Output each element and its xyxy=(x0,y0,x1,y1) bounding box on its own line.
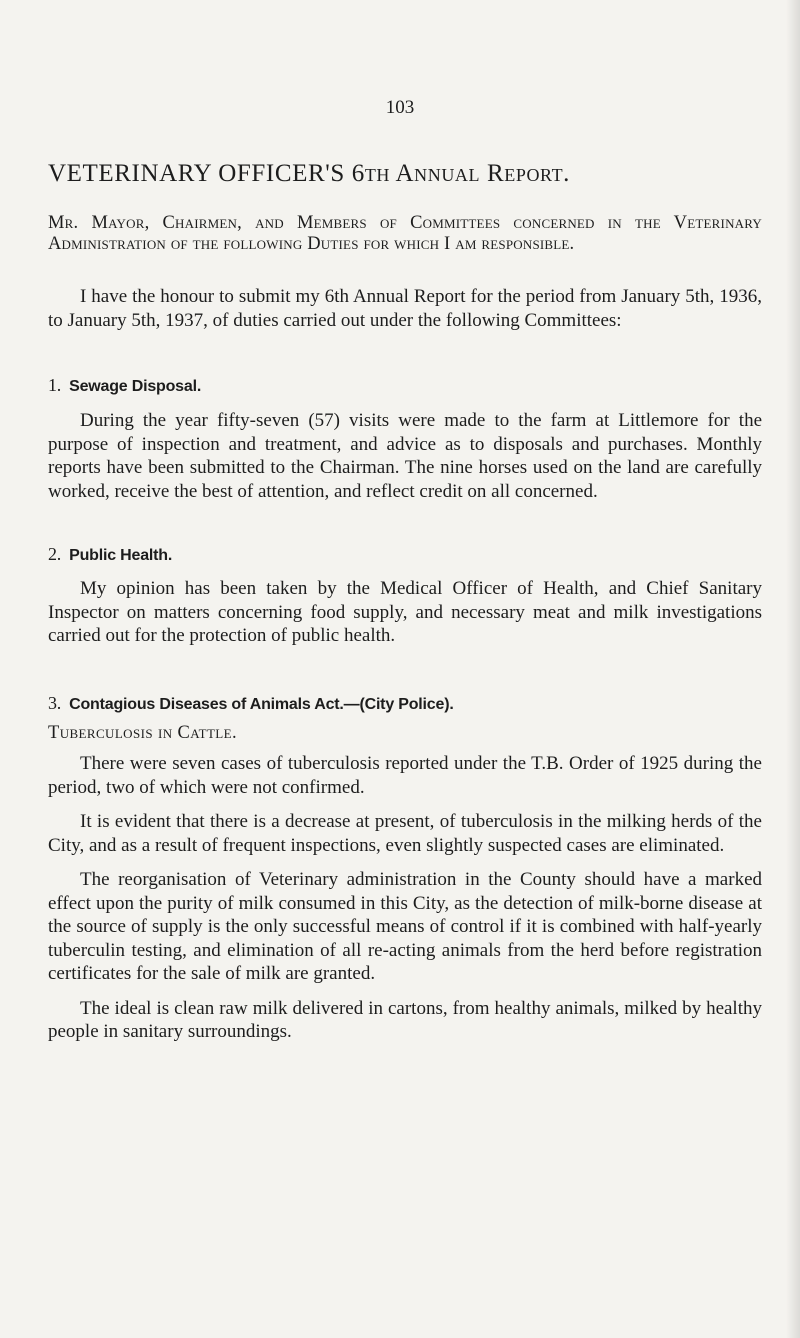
page-edge-shadow xyxy=(786,0,800,1338)
section-number: 3. xyxy=(48,693,62,713)
report-title-main: VETERINARY OFFICER'S xyxy=(48,160,352,187)
report-title xyxy=(48,160,768,188)
intro-text: I have the honour to submit my 6th Annual Report for the period from January 5th, 1936, to January 5th, 1937, of duties carried out under the following Committees: xyxy=(48,286,762,331)
section-title: Sewage Disposal. xyxy=(69,378,202,395)
paragraph: My opinion has been taken by the Medical Officer of Health, and Chief Sanitary Inspector on matters concerning food supply, and necessary meat and milk investigations carried out for the protection of public health. xyxy=(48,578,762,646)
section-1-heading xyxy=(48,375,201,396)
section-1-body xyxy=(48,409,762,503)
section-2-body xyxy=(48,577,762,648)
section-3-subheading: Tuberculosis in Cattle. xyxy=(48,723,237,743)
section-number: 2. xyxy=(48,544,62,564)
report-title-sub: 6th Annual Report. xyxy=(351,160,571,187)
section-title: Contagious Diseases of Animals Act.—(City Police). xyxy=(69,696,454,713)
section-title: Public Health. xyxy=(69,547,173,564)
paragraph: It is evident that there is a decrease at present, of tuberculosis in the milking herds of the City, and as a result of frequent inspections, even slightly suspected cases are eliminated. xyxy=(48,811,762,856)
page-number: 103 xyxy=(385,97,415,118)
section-number: 1. xyxy=(48,375,62,395)
section-3-body xyxy=(48,752,762,1044)
salutation: Mr. Mayor, Chairmen, and Members of Committees concerned in the Veterinary Administration of the following Duties for which I am responsible. xyxy=(48,213,762,254)
paragraph: There were seven cases of tuberculosis reported under the T.B. Order of 1925 during the period, two of which were not confirmed. xyxy=(48,753,762,798)
paragraph: The reorganisation of Veterinary administration in the County should have a marked effect upon the purity of milk consumed in this City, as the detection of milk-borne disease at the source of supply is the only successful means of control if it is combined with half-yearly tuberculin testing, and elimination of all re-acting animals from the herd before registration certificates for the sale of milk are granted. xyxy=(48,869,762,984)
section-2-heading xyxy=(48,544,172,565)
section-3-heading xyxy=(48,693,454,714)
paragraph: The ideal is clean raw milk delivered in cartons, from healthy animals, milked by healthy people in sanitary surroundings. xyxy=(48,997,762,1042)
paragraph: During the year fifty-seven (57) visits were made to the farm at Littlemore for the purpose of inspection and treatment, and advice as to disposals and purchases. Monthly reports have been submitted to the Chairman. The nine horses used on the land are carefully worked, receive the best of attention, and reflect credit on all concerned. xyxy=(48,410,762,502)
intro-paragraph xyxy=(48,285,762,332)
